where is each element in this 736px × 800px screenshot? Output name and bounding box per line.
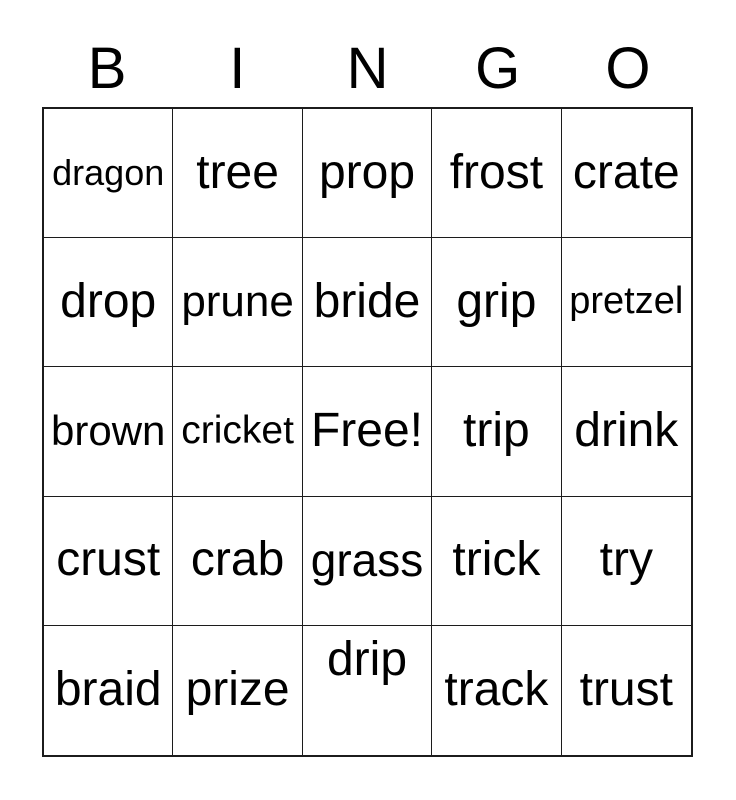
bingo-cell[interactable] bbox=[562, 497, 691, 626]
bingo-cell-free[interactable] bbox=[303, 367, 432, 496]
bingo-cell-word: trip bbox=[463, 404, 530, 458]
bingo-cell[interactable] bbox=[44, 109, 173, 238]
bingo-cell-word: pretzel bbox=[569, 280, 684, 323]
bingo-cell-word: cricket bbox=[181, 409, 294, 453]
bingo-cell-word: drop bbox=[60, 274, 157, 328]
bingo-cell-word: bride bbox=[313, 274, 421, 328]
bingo-cell-word: grip bbox=[456, 274, 537, 328]
bingo-cell[interactable] bbox=[173, 109, 302, 238]
bingo-header-letter-n: N bbox=[346, 36, 389, 101]
bingo-cell-word: drip bbox=[326, 632, 408, 686]
bingo-cell[interactable] bbox=[562, 238, 691, 367]
bingo-grid bbox=[42, 107, 693, 757]
bingo-cell[interactable] bbox=[44, 367, 173, 496]
bingo-cell-word: trust bbox=[579, 662, 673, 716]
bingo-cell-word: tree bbox=[196, 145, 279, 199]
bingo-cell[interactable] bbox=[173, 626, 302, 755]
bingo-cell[interactable] bbox=[303, 109, 432, 238]
bingo-cell-word: crust bbox=[56, 533, 161, 587]
bingo-cell[interactable] bbox=[44, 497, 173, 626]
bingo-cell[interactable] bbox=[44, 626, 173, 755]
bingo-cell-word: grass bbox=[310, 534, 424, 587]
bingo-cell[interactable] bbox=[173, 238, 302, 367]
bingo-cell[interactable] bbox=[432, 626, 561, 755]
bingo-cell-word: braid bbox=[54, 662, 162, 716]
bingo-cell[interactable] bbox=[562, 626, 691, 755]
bingo-header-letter-i: I bbox=[229, 36, 246, 101]
bingo-cell-word: dragon bbox=[52, 152, 165, 194]
bingo-cell[interactable] bbox=[432, 497, 561, 626]
bingo-header-letter-g: G bbox=[475, 36, 521, 101]
bingo-header-letter-o: O bbox=[605, 36, 651, 101]
bingo-header bbox=[42, 36, 693, 101]
bingo-cell[interactable] bbox=[44, 238, 173, 367]
bingo-cell[interactable] bbox=[562, 109, 691, 238]
bingo-cell[interactable] bbox=[303, 238, 432, 367]
bingo-cell-word: brown bbox=[50, 407, 166, 455]
bingo-cell[interactable] bbox=[303, 626, 432, 755]
bingo-cell-word: trick bbox=[452, 533, 541, 587]
bingo-cell[interactable] bbox=[562, 367, 691, 496]
bingo-header-letter-b: B bbox=[87, 36, 127, 101]
bingo-cell[interactable] bbox=[173, 367, 302, 496]
bingo-cell-word: frost bbox=[449, 145, 544, 199]
bingo-cell-word: track bbox=[444, 662, 549, 716]
bingo-cell-word: prune bbox=[181, 277, 294, 327]
bingo-cell-word: drink bbox=[574, 404, 679, 458]
bingo-cell-word: prop bbox=[318, 145, 416, 199]
bingo-cell-word: Free! bbox=[310, 404, 423, 458]
bingo-cell[interactable] bbox=[432, 367, 561, 496]
bingo-cell-word: prize bbox=[185, 662, 290, 716]
bingo-cell[interactable] bbox=[303, 497, 432, 626]
bingo-cell-word: crate bbox=[572, 145, 680, 199]
bingo-cell-word: crab bbox=[190, 533, 285, 587]
bingo-cell[interactable] bbox=[432, 238, 561, 367]
bingo-cell[interactable] bbox=[432, 109, 561, 238]
bingo-cell[interactable] bbox=[173, 497, 302, 626]
bingo-cell-word: try bbox=[599, 533, 653, 587]
